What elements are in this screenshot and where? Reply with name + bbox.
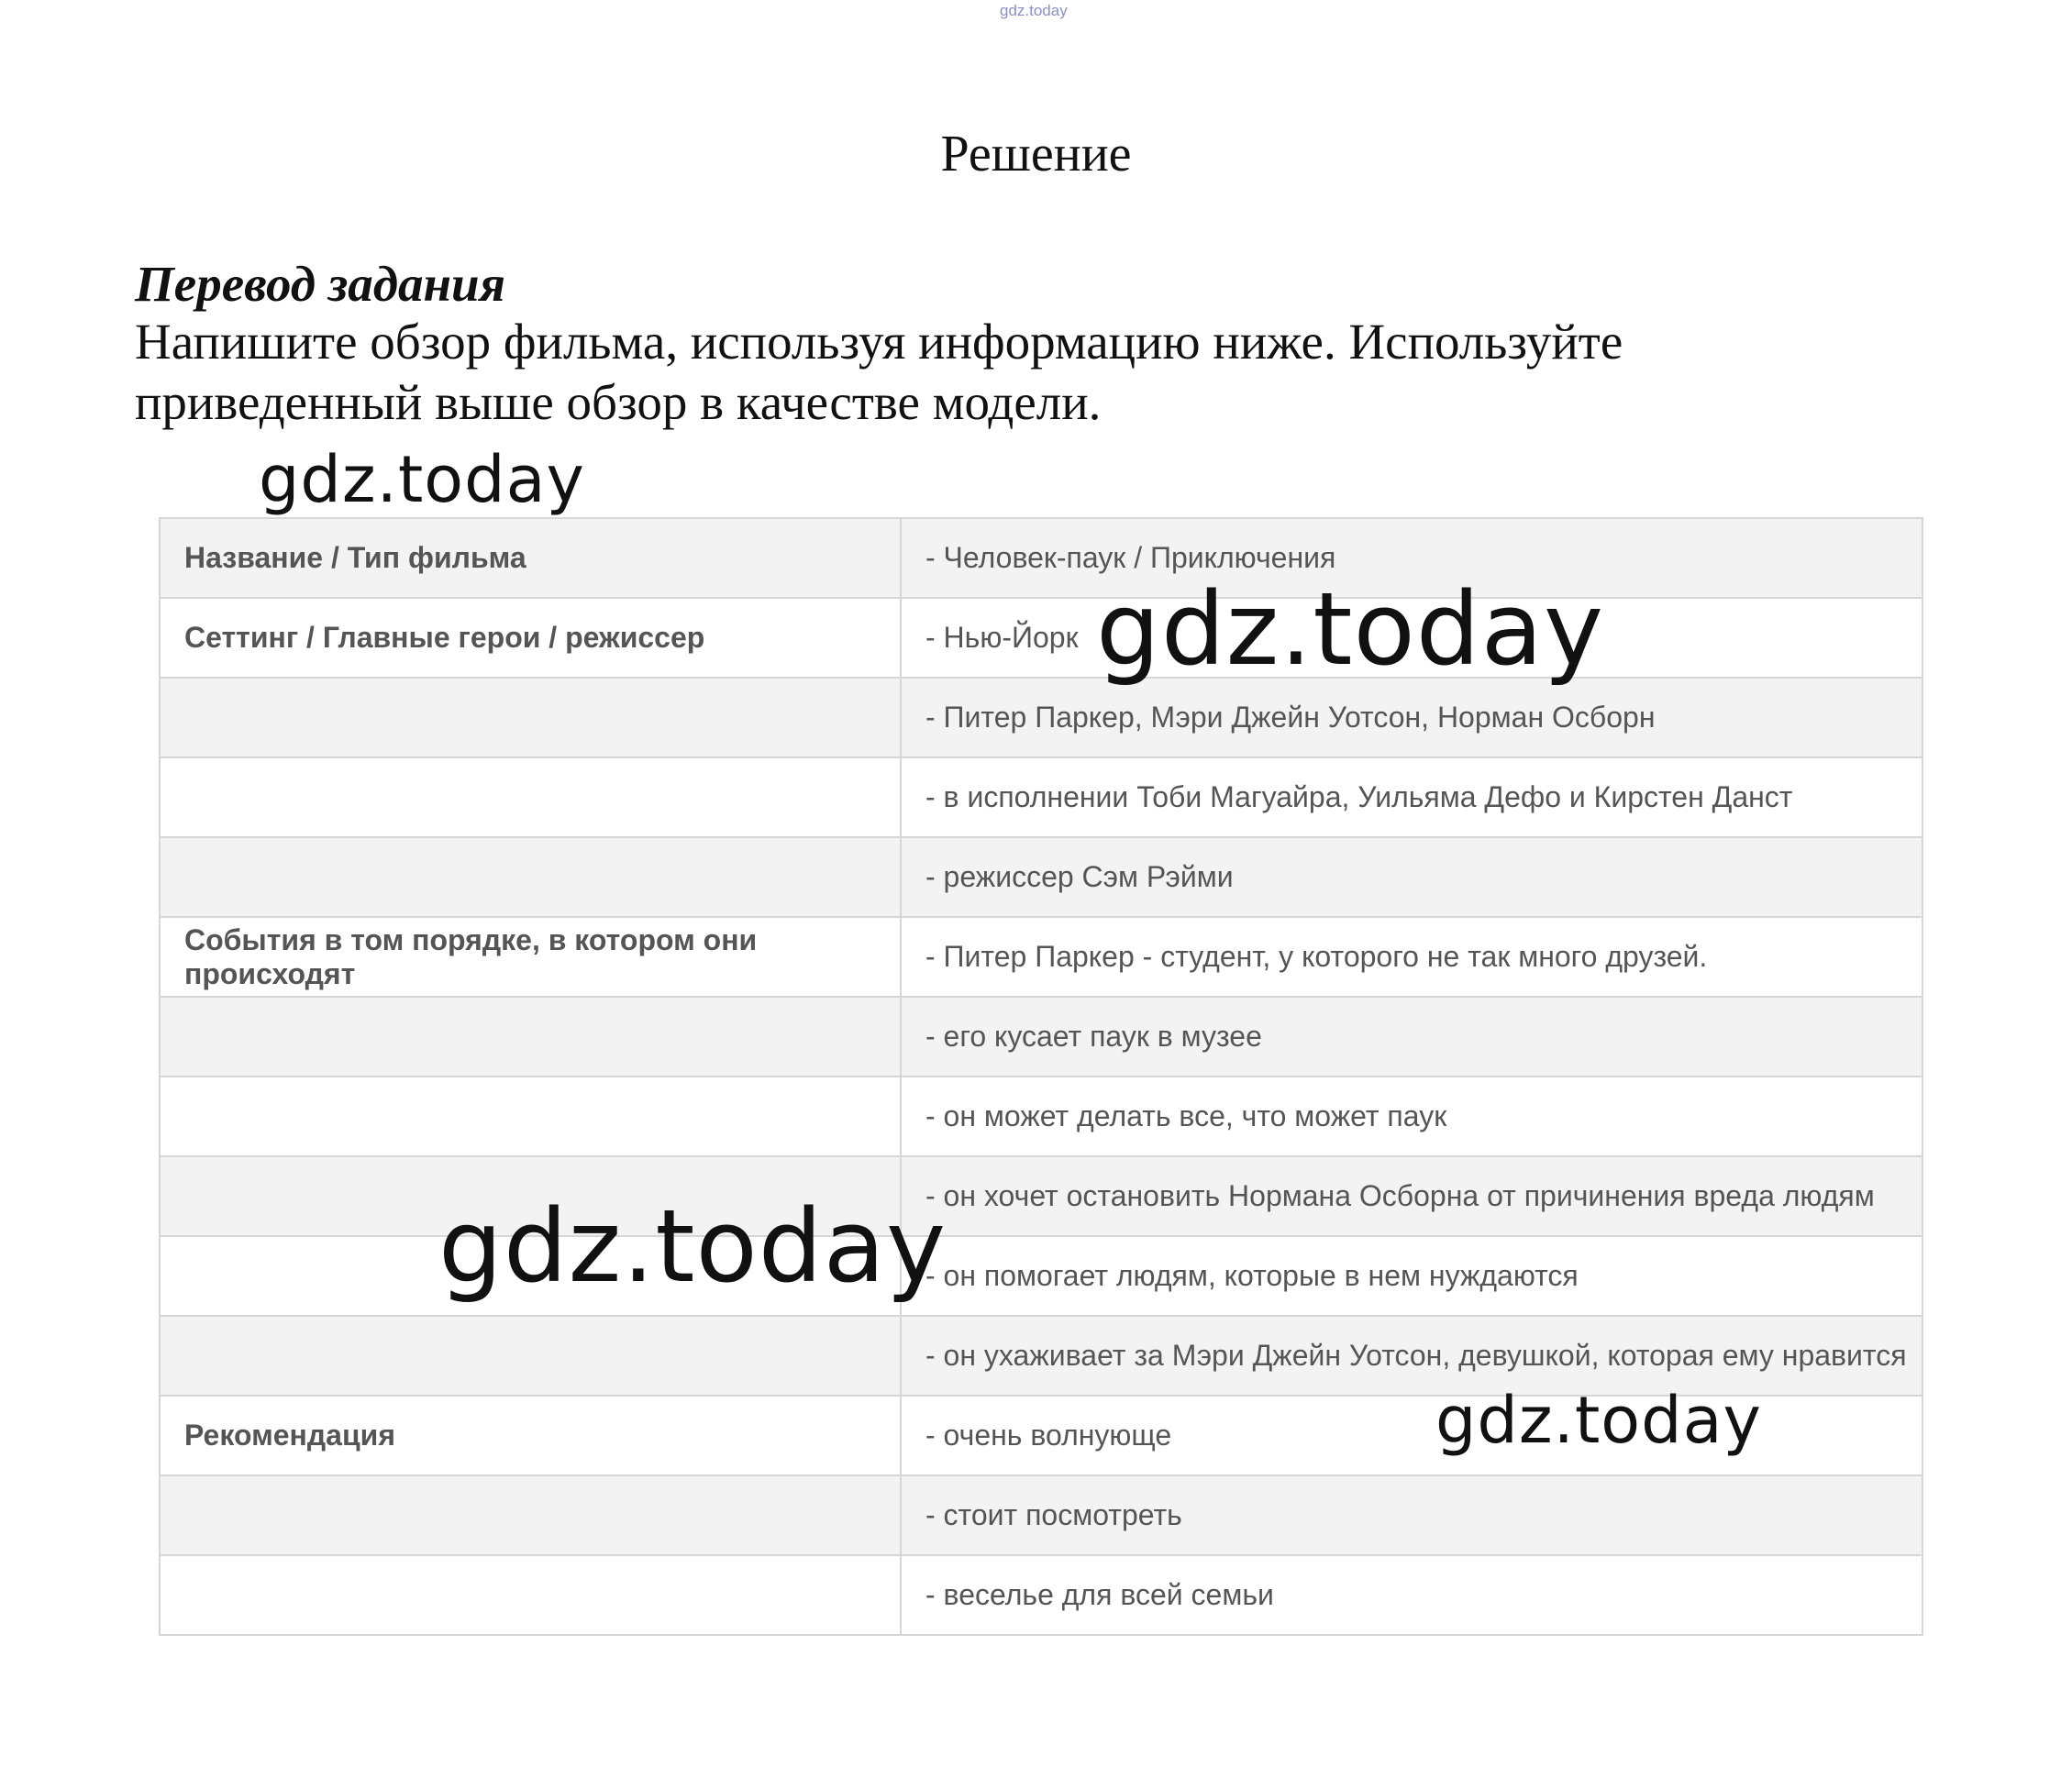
- row-value: - он помогает людям, которые в нем нуждаются: [901, 1236, 1922, 1316]
- table-row: [160, 837, 1922, 917]
- row-value: - его кусает паук в музее: [901, 997, 1922, 1077]
- row-value: - он ухаживает за Мэри Джейн Уотсон, девушкой, которая ему нравится: [901, 1316, 1922, 1396]
- table-row: [160, 678, 1922, 757]
- row-value: - стоит посмотреть: [901, 1475, 1922, 1555]
- row-value: - режиссер Сэм Рэйми: [901, 837, 1922, 917]
- row-label: [160, 1475, 901, 1555]
- table-row: [160, 1156, 1922, 1236]
- table-row: [160, 1555, 1922, 1635]
- row-label: [160, 837, 901, 917]
- page-title: Решение: [940, 126, 1132, 182]
- table-row: [160, 917, 1922, 997]
- row-label: [160, 678, 901, 757]
- row-value: - Питер Паркер, Мэри Джейн Уотсон, Норман Осборн: [901, 678, 1922, 757]
- row-label: Рекомендация: [160, 1396, 901, 1475]
- row-value: - Питер Паркер - студент, у которого не так много друзей.: [901, 917, 1922, 997]
- row-label: [160, 1077, 901, 1156]
- table-row: [160, 1236, 1922, 1316]
- section-title: Перевод задания: [135, 256, 505, 312]
- table-row: [160, 1077, 1922, 1156]
- table-row: [160, 518, 1922, 598]
- table-row: [160, 598, 1922, 678]
- row-label: Сеттинг / Главные герои / режиссер: [160, 598, 901, 678]
- row-value: - Человек-паук / Приключения: [901, 518, 1922, 598]
- row-value: - он хочет остановить Нормана Осборна от причинения вреда людям: [901, 1156, 1922, 1236]
- table-row: [160, 997, 1922, 1077]
- task-line-2: приведенный выше обзор в качестве модели.: [135, 374, 1102, 430]
- watermark: gdz.today: [1435, 1383, 1762, 1458]
- watermark: gdz.today: [438, 1187, 947, 1305]
- task-text: [135, 312, 1969, 433]
- row-label: [160, 1316, 901, 1396]
- row-label: Название / Тип фильма: [160, 518, 901, 598]
- row-value: - очень волнующе: [901, 1396, 1922, 1475]
- watermark: gdz.today: [259, 442, 585, 517]
- row-value: - Нью-Йорк: [901, 598, 1922, 678]
- row-label: [160, 997, 901, 1077]
- table-row: [160, 1475, 1922, 1555]
- task-line-1: Напишите обзор фильма, используя информацию ниже. Используйте: [135, 314, 1623, 370]
- top-watermark: gdz.today: [1000, 2, 1068, 19]
- table-row: [160, 757, 1922, 837]
- row-value: - веселье для всей семьи: [901, 1555, 1922, 1635]
- watermark: gdz.today: [1096, 570, 1605, 688]
- row-label: [160, 1555, 901, 1635]
- movie-info-table: [159, 517, 1923, 1636]
- row-value: - он может делать все, что может паук: [901, 1077, 1922, 1156]
- row-label: [160, 757, 901, 837]
- row-value: - в исполнении Тоби Магуайра, Уильяма Дефо и Кирстен Данст: [901, 757, 1922, 837]
- row-label: События в том порядке, в котором они происходят: [160, 917, 901, 997]
